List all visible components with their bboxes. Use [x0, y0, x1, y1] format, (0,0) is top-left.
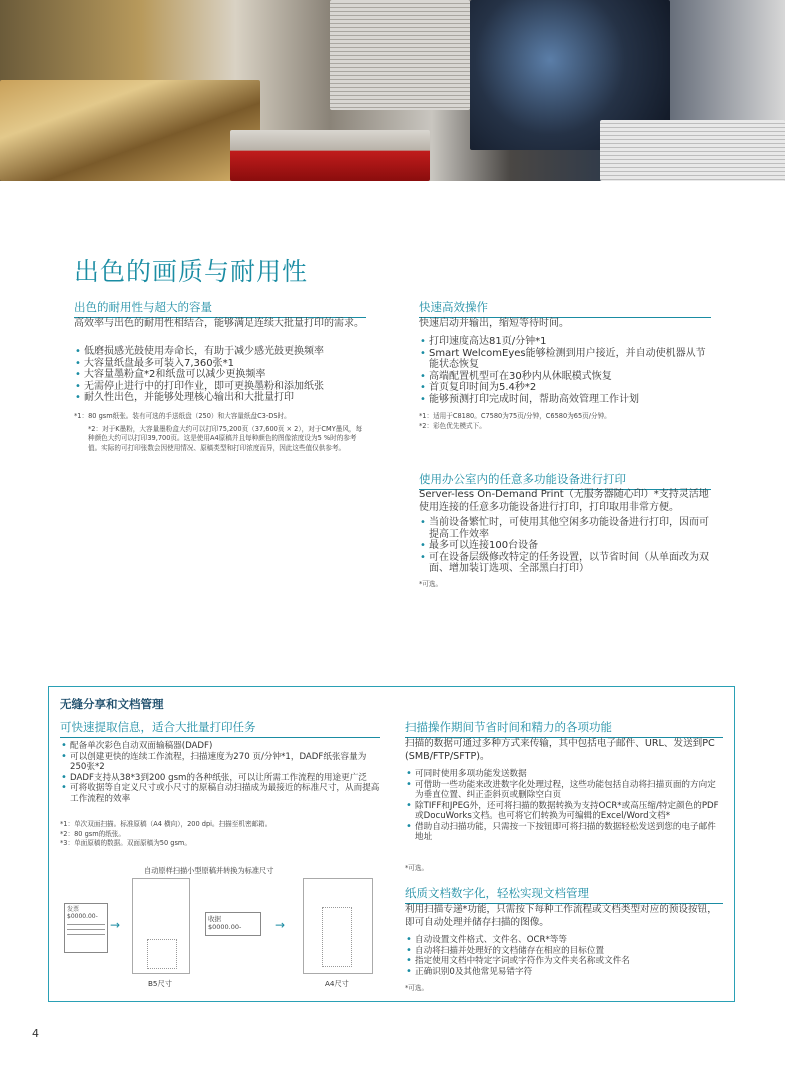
- list-item: • 大容量纸盘最多可装入7,360张*1: [74, 358, 374, 370]
- footnote: *1：适用于C8180。C7580为75页/分钟，C6580为65页/分钟。: [419, 412, 611, 420]
- durability-list: [74, 346, 374, 404]
- b5-scan-page: [132, 878, 190, 974]
- list-item: • 高端配置机型可在30秒内从休眠模式恢复: [419, 371, 711, 383]
- list-item: • 大容量墨粉盒*2和纸盘可以减少更换频率: [74, 369, 374, 381]
- footnote: *1：80 gsm纸张。装有可选的手送纸盘（250）和大容量纸盘C3-DS时。: [74, 412, 291, 420]
- diagram-caption: 自动原样扫描小型原稿并转换为标准尺寸: [144, 866, 274, 875]
- durability-heading: 出色的耐用性与超大的容量: [74, 299, 366, 318]
- list-item: • 无需停止进行中的打印作业，即可更换墨粉和添加纸张: [74, 381, 374, 393]
- footnote: *可选。: [405, 864, 429, 872]
- list-item: • 自动将扫描并处理好的文档储存在相应的目标位置: [405, 946, 723, 957]
- list-item: • 可将收据等自定义尺寸或小尺寸的原稿自动扫描成为最接近的标准尺寸，从而提高工作流程的效率: [60, 783, 382, 804]
- box-title: 无缝分享和文档管理: [60, 697, 164, 711]
- a4-scan-page: [303, 878, 373, 974]
- list-item: • 首页复印时间为5.4秒*2: [419, 382, 711, 394]
- list-item: • 自动设置文件格式、文件名、OCR*等等: [405, 935, 723, 946]
- quick-extract-notes: [60, 820, 382, 849]
- any-device-intro: Server-less On-Demand Print（无服务器随心印）*支持灵活地使用连接的任意多功能设备进行打印，打印取用非常方便。: [419, 489, 709, 513]
- receipt2-label: 收据: [208, 915, 221, 923]
- digitize-list: [405, 935, 723, 977]
- any-device-heading: 使用办公室内的任意多功能设备进行打印: [419, 471, 711, 490]
- list-item: • DADF支持从38*3到200 gsm的各种纸张，可以让所需工作流程的用途更广泛: [60, 773, 382, 784]
- digitize-heading: 纸质文档数字化，轻松实现文档管理: [405, 885, 723, 904]
- photo-print-stack: [330, 0, 470, 110]
- list-item: • 最多可以连接100台设备: [419, 540, 711, 552]
- footnote: *可选。: [419, 580, 443, 588]
- footnote: *2：对于K墨粉，大容量墨粉盒大约可以打印75,200页（37,600页 × 2），对于CMY墨风，每种颜色大约可以打印39,700页。这是使用A4原稿并且每种颜色的图像浓度设为5 %时的参考值。实际的可打印张数会因使用情况、原稿类型和打印浓度而异，因此这些值仅供参考。: [88, 424, 363, 452]
- list-item: • 可同时使用多项功能发送数据: [405, 769, 723, 780]
- hero-photo: [0, 0, 785, 181]
- durability-intro: 高效率与出色的耐用性相结合，能够满足连续大批量打印的需求。: [74, 318, 364, 329]
- receipt2-amount: $0000.00-: [208, 923, 242, 931]
- page-title: 出色的画质与耐用性: [74, 257, 309, 286]
- list-item: • 借助自动扫描功能，只需按一下按钮即可将扫描的数据轻松发送到您的电子邮件地址: [405, 822, 723, 843]
- list-item: • 当前设备繁忙时，可使用其他空闲多功能设备进行打印，因而可提高工作效率: [419, 517, 711, 540]
- photo-print-flowers: [0, 80, 260, 181]
- arrow-right-icon: →: [110, 918, 121, 932]
- any-device-list: [419, 517, 711, 575]
- list-item: • 除TIFF和JPEG外，还可将扫描的数据转换为支持OCR*或高压缩/特定颜色的PDF或DocuWorks文档。也可将它们转换为可编辑的Excel/Word文档*: [405, 801, 723, 822]
- list-item: • 打印速度高达81页/分钟*1: [419, 336, 711, 348]
- arrow-right-icon: →: [275, 918, 286, 932]
- footnote: *1：单次双面扫描。标准原稿（A4 横向），200 dpi。扫描至机密邮箱。: [60, 820, 272, 828]
- list-item: • 配备单次彩色自动双面输稿器(DADF): [60, 741, 382, 752]
- receipt-label: 发票: [67, 906, 80, 913]
- scan-heading: 扫描操作期间节省时间和精力的各项功能: [405, 719, 723, 738]
- receipt-converted: [205, 912, 261, 936]
- a4-label: A4尺寸: [325, 979, 349, 988]
- durability-notes: [74, 412, 366, 453]
- scan-list: [405, 769, 723, 843]
- photo-print-red: [230, 130, 430, 181]
- fast-intro: 快速启动并输出，缩短等待时间。: [419, 318, 569, 329]
- list-item: • 能够预测打印完成时间，帮助高效管理工作计划: [419, 394, 711, 406]
- list-item: • 正确识别0及其他常见易错字符: [405, 967, 723, 978]
- footnote: *2：80 gsm的纸张。: [60, 829, 125, 838]
- list-item: • 指定使用文档中特定字词或字符作为文件夹名称或文件名: [405, 956, 723, 967]
- fast-heading: 快速高效操作: [419, 299, 711, 318]
- list-item: • 可借助一些功能来改进数字化处理过程，这些功能包括自动将扫描页面的方向定为垂直位置、纠正歪斜页或删除空白页: [405, 780, 723, 801]
- footnote: *3：单面原稿的数据。双面原稿为50 gsm。: [60, 839, 191, 847]
- receipt-amount: $0000.00-: [67, 913, 98, 920]
- fast-notes: [419, 412, 711, 431]
- list-item: • 耐久性出色，并能够处理核心输出和大批量打印: [74, 392, 374, 404]
- list-item: • 可在设备层级修改特定的任务设置，以节省时间（从单面改为双面、增加装订选项、全部黑白打印）: [419, 552, 711, 575]
- list-item: • 低磨损感光鼓使用寿命长，有助于减少感光鼓更换频率: [74, 346, 374, 358]
- page-number: 4: [32, 1027, 39, 1040]
- photo-print-right: [600, 120, 785, 181]
- list-item: • 可以创建更快的连续工作流程，扫描速度为270 页/分钟*1，DADF纸张容量为250张*2: [60, 752, 382, 773]
- quick-extract-heading: 可快速提取信息，适合大批量打印任务: [60, 719, 380, 738]
- receipt-small: [64, 903, 108, 953]
- digitize-intro: 利用扫描专递*功能，只需按下每种工作流程或文档类型对应的预设按钮，即可自动处理并储存扫描的图像。: [405, 904, 717, 928]
- scan-intro: 扫描的数据可通过多种方式来传输，其中包括电子邮件、URL、发送到PC (SMB/FTP/SFTP)。: [405, 738, 715, 762]
- footnote: *可选。: [405, 984, 429, 992]
- footnote: *2：彩色优先模式下。: [419, 421, 486, 430]
- fast-list: [419, 336, 711, 405]
- quick-extract-list: [60, 741, 382, 804]
- b5-label: B5尺寸: [148, 979, 172, 988]
- list-item: • Smart WelcomEyes能够检测到用户接近，并自动使机器从节能状态恢复: [419, 348, 711, 371]
